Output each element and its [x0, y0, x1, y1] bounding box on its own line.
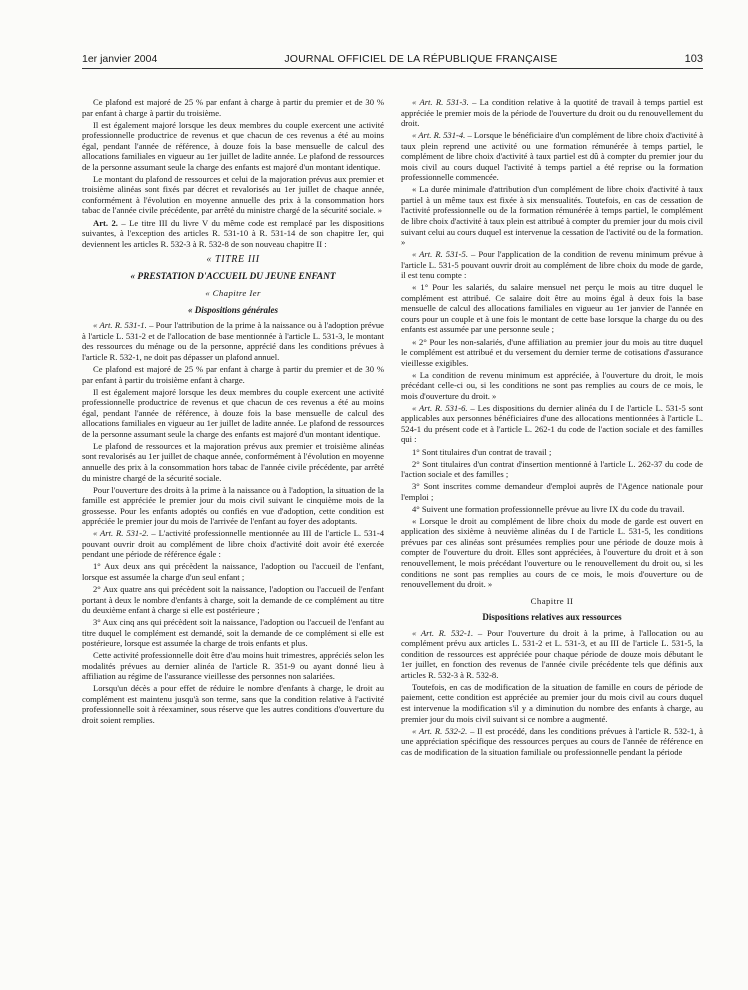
paragraph: [401, 504, 703, 515]
paragraph-text: – La condition relative à la quotité de travail à temps partiel est appréciée le premier mois de la période de l'ouverture du droit ou du renouvellement du droit.: [401, 97, 703, 129]
paragraph: [401, 184, 703, 247]
paragraph-text: – Pour l'ouverture du droit à la prime, à l'allocation ou au complément prévu aux articles L. 531-2 et L. 531-3, et au III de l'article L. 531-5, la condition de ressources est appréciée pour chaque période de douze mois débutant le 1er juillet, en fonction des revenus de l'année civile précédente tels que définis aux articles R. 532-3 à R. 532-8.: [401, 627, 703, 680]
paragraph-text: – Pour l'application de la condition de revenu minimum prévue à l'article L. 531-5 pouvant ouvrir droit au complément de libre choix du mode de garde, il est tenu compte :: [401, 249, 703, 281]
right-column: [401, 97, 703, 970]
paragraph: [82, 387, 384, 440]
paragraph-text: Toutefois, en cas de modification de la situation de famille en cours de période de paiement, cette condition est appréciée au premier jour du mois civil au cours duquel est intervenue la modification s'il y a diminution du nombre des enfants à charge, au premier jour du mois civil suivant si ce nombre a augmenté.: [401, 681, 703, 724]
article-reference: « Art. R. 531-4.: [412, 130, 466, 141]
article-reference: « Art. R. 532-2.: [412, 725, 468, 736]
paragraph-text: « 2° Pour les non-salariés, d'une affiliation au premier jour du mois au titre duquel le complément est attribué et du versement du dernier terme de cotisations d'assurance vieillesse exigibles.: [401, 336, 703, 368]
header-date: 1er janvier 2004: [82, 53, 158, 65]
paragraph: [82, 650, 384, 682]
article-reference: « Art. R. 531-2.: [93, 528, 149, 539]
article-reference: « Art. R. 531-3.: [412, 97, 469, 107]
paragraph: [401, 726, 703, 758]
paragraph: [82, 485, 384, 527]
paragraph-text: – Les dispositions du dernier alinéa du I de l'article L. 531-5 sont applicables aux personnes bénéficiaires d'une des allocations mentionnées à l'article L. 524-1 du présent code et à l'article L. 262-1 du code de l'action sociale et des familles qui :: [401, 402, 703, 445]
page-number: 103: [684, 53, 703, 65]
paragraph: [82, 320, 384, 362]
paragraph: [82, 120, 384, 173]
paragraph: [82, 584, 384, 616]
paragraph: [401, 337, 703, 369]
page-header: [82, 53, 703, 69]
paragraph-text: 1° Aux deux ans qui précèdent la naissance, l'adoption ou l'accueil de l'enfant, lorsque est assumée la charge d'un seul enfant ;: [82, 561, 384, 582]
paragraph-text: Le plafond de ressources et la majoration prévus aux premier et troisième alinéas sont revalorisés au 1er juillet de chaque année, conformément à l'évolution en moyenne annuelle des prix à la consommation hors tabac de l'année civile précédente, par arrêté du ministre chargé de la sécurité sociale.: [82, 440, 384, 483]
paragraph: [401, 628, 703, 681]
paragraph-text: 1° Sont titulaires d'un contrat de travail ;: [412, 446, 552, 457]
article-number: Art. 2.: [93, 217, 118, 228]
paragraph-text: 3° Aux cinq ans qui précèdent soit la naissance, l'adoption ou l'accueil de l'enfant au titre duquel le complément est demandé, soit la demande de ce complément si elle est postérieure, lorsque est assumée la charge de trois enfants et plus.: [82, 617, 384, 649]
paragraph: [82, 364, 384, 385]
paragraph: [82, 561, 384, 582]
paragraph-text: Il est également majoré lorsque les deux membres du couple exercent une activité professionnelle productrice de revenus et que chacun de ces revenus a été au moins égal, pendant l'année de référence, à douze fois la base mensuelle de calcul des allocations familiales en vigueur au 1er juillet de ladite année. Le plafond de ressources de la personne assumant seule la charge des enfants est majoré d'un montant identique.: [82, 119, 384, 172]
paragraph-text: « Lorsque le droit au complément de libre choix du mode de garde est ouvert en application des sixième à neuvième alinéas du I de l'article L. 531-5, les conditions prévues par ces alinéas sont présumées remplies pour une période de douze mois à compter de l'ouverture du droit. Elles sont appréciées, à l'ouverture du droit et à son renouvellement, le mois précédant l'ouverture ou le renouvellement du droit ou, si les conditions ne sont pas remplies au cours de ce mois, le mois d'ouverture ou de renouvellement du droit. »: [401, 515, 703, 590]
section-heading: Chapitre II: [530, 595, 574, 606]
paragraph-text: Pour l'ouverture des droits à la prime à la naissance ou à l'adoption, la situation de la famille est appréciée le premier jour du mois civil suivant le cinquième mois de la grossesse. Pour les enfants adoptés ou confiés en vue d'adoption, cette condition est appréciée le premier jour du mois de l'arrivée de l'enfant au foyer des adoptants.: [82, 484, 384, 527]
section-heading: « TITRE III: [206, 254, 260, 266]
section-heading: « Dispositions générales: [187, 304, 278, 315]
paragraph-text: « La condition de revenu minimum est appréciée, à l'ouverture du droit, le mois précédant celle-ci ou, si les conditions ne sont pas remplies au cours de ce mois, le mois d'ouverture du droit. »: [401, 369, 703, 401]
paragraph: [401, 282, 703, 335]
paragraph: [401, 249, 703, 281]
paragraph-text: 2° Sont titulaires d'un contrat d'insertion mentionné à l'article L. 262-37 du code de l'action sociale et des familles ;: [401, 458, 703, 480]
paragraph: [82, 528, 384, 560]
text-columns: [82, 97, 703, 970]
paragraph: [82, 218, 384, 250]
paragraph-text: Lorsqu'un décès a pour effet de réduire le nombre d'enfants à charge, le droit au complément est maintenu jusqu'à son terme, sans que la condition relative à l'activité professionnelle soit à réexaminer, sous réserve que les autres conditions d'ouverture du droit soient remplies.: [82, 683, 384, 726]
paragraph: [401, 447, 703, 458]
paragraph-text: Le montant du plafond de ressources et celui de la majoration prévus aux premier et troisième alinéas sont fixés par décret et revalorisés au 1er juillet de chaque année, conformément à l'évolution en moyenne annuelle des prix à la consommation hors tabac de l'année civile précédente, par arrêté du ministre chargé de la sécurité sociale. »: [82, 173, 384, 216]
paragraph: [401, 481, 703, 502]
paragraph: [401, 682, 703, 724]
paragraph: [401, 97, 703, 129]
left-column: [82, 97, 384, 970]
paragraph: [401, 516, 703, 590]
article-reference: « Art. R. 531-1.: [93, 320, 147, 331]
paragraph-text: Ce plafond est majoré de 25 % par enfant à charge à partir du premier et de 30 % par enfant à partir du troisième enfant à charge.: [82, 364, 384, 385]
journal-title: JOURNAL OFFICIEL DE LA RÉPUBLIQUE FRANÇAISE: [284, 53, 558, 65]
paragraph-text: – Il est procédé, dans les conditions prévues à l'article R. 532-1, à une appréciation spécifique des ressources perçues au cours de l'année de référence en cas de modification de la situation familiale ou professionnelle pendant la période: [401, 725, 703, 757]
paragraph-text: 4° Suivent une formation professionnelle prévue au livre IX du code du travail.: [412, 503, 685, 514]
paragraph-text: Cette activité professionnelle doit être d'au moins huit trimestres, appréciés selon les modalités prévues au dernier alinéa de l'article R. 351-9 ou ayant donné lieu à affiliation au régime de l'assurance vieillesse des personnes non salariées.: [82, 650, 384, 682]
paragraph: [401, 459, 703, 480]
paragraph: [82, 97, 384, 118]
paragraph-text: « La durée minimale d'attribution d'un complément de libre choix d'activité à taux partiel à un même taux est fixée à six mensualités. Toutefois, en cas de cessation de l'activité professionnelle ou de la formation rémunérée à temps partiel, le complément de libre choix d'activité à taux plein est attribué à compter du premier jour du mois civil suivant celui au cours duquel est intervenue la cessation de l'activité ou de la formation. »: [401, 184, 703, 248]
article-reference: « Art. R. 532-1.: [412, 627, 474, 638]
paragraph-text: 2° Aux quatre ans qui précèdent soit la naissance, l'adoption ou l'accueil de l'enfant portant à deux le nombre d'enfants à charge, soit la demande de ce complément au titre du deuxième enfant à charge si elle est postérieure ;: [82, 583, 384, 616]
paragraph-text: Il est également majoré lorsque les deux membres du couple exercent une activité professionnelle productrice de revenus et que chacun de ces revenus a été au moins égal, pendant l'année de référence, à douze fois la base mensuelle de calcul des allocations familiales en vigueur au 1er juillet de ladite année. Le plafond de ressources de la personne assumant seule la charge des enfants est majoré d'un montant identique.: [82, 386, 384, 439]
paragraph: [401, 130, 703, 183]
paragraph: [82, 441, 384, 483]
paragraph-text: – Lorsque le bénéficiaire d'un complément de libre choix d'activité à taux plein reprend une activité ou une formation rémunérée à temps partiel, le complément de libre choix d'activité à taux partiel est dû à compter du premier jour du mois civil au cours duquel l'activité à temps partiel a été reprise ou la formation professionnelle commencée.: [401, 130, 703, 183]
paragraph-text: – L'activité professionnelle mentionnée au III de l'article L. 531-4 pouvant ouvrir droit au complément de libre choix d'activité doit avoir été exercée pendant une période de référence égale :: [82, 528, 384, 560]
section-heading: Dispositions relatives aux ressources: [482, 612, 622, 623]
paragraph-text: Ce plafond est majoré de 25 % par enfant à charge à partir du premier et de 30 % par enfant à charge à partir du troisième.: [82, 97, 384, 118]
paragraph-text: – Pour l'attribution de la prime à la naissance ou à l'adoption prévue à l'article L. 531-2 et de l'allocation de base mentionnée à l'article L. 531-3, le montant des ressources du ménage ou de la personne, apprécié dans les conditions prévues à l'article R. 532-1, ne doit pas dépasser un plafond annuel.: [82, 320, 384, 362]
paragraph: [82, 174, 384, 216]
paragraph: [401, 403, 703, 445]
paragraph: [82, 617, 384, 649]
paragraph: [401, 370, 703, 402]
section-heading: « PRESTATION D'ACCUEIL DU JEUNE ENFANT: [130, 271, 336, 282]
paragraph-text: – Le titre III du livre V du même code est remplacé par les dispositions suivantes, à l'exception des articles R. 531-10 à R. 531-14 de son chapitre Ier, qui deviennent les articles R. 532-3 à R. 532-8 de son nouveau chapitre II :: [82, 217, 384, 249]
article-reference: « Art. R. 531-5.: [412, 249, 468, 260]
paragraph-text: 3° Sont inscrites comme demandeur d'emploi auprès de l'Agence nationale pour l'emploi ;: [401, 481, 703, 502]
article-reference: « Art. R. 531-6.: [412, 402, 468, 413]
paragraph: [82, 683, 384, 725]
paragraph-text: « 1° Pour les salariés, du salaire mensuel net perçu le mois au titre duquel le complément est attribué. Ce salaire doit être au moins égal à deux fois la base mensuelle de calcul des allocations familiales en vigueur au 1er janvier de l'année en cours pour un couple et à une fois le montant de cette base lorsque la charge du ou des enfants est assumée par une personne seule ;: [401, 282, 703, 335]
section-heading: « Chapitre Ier: [205, 288, 261, 299]
